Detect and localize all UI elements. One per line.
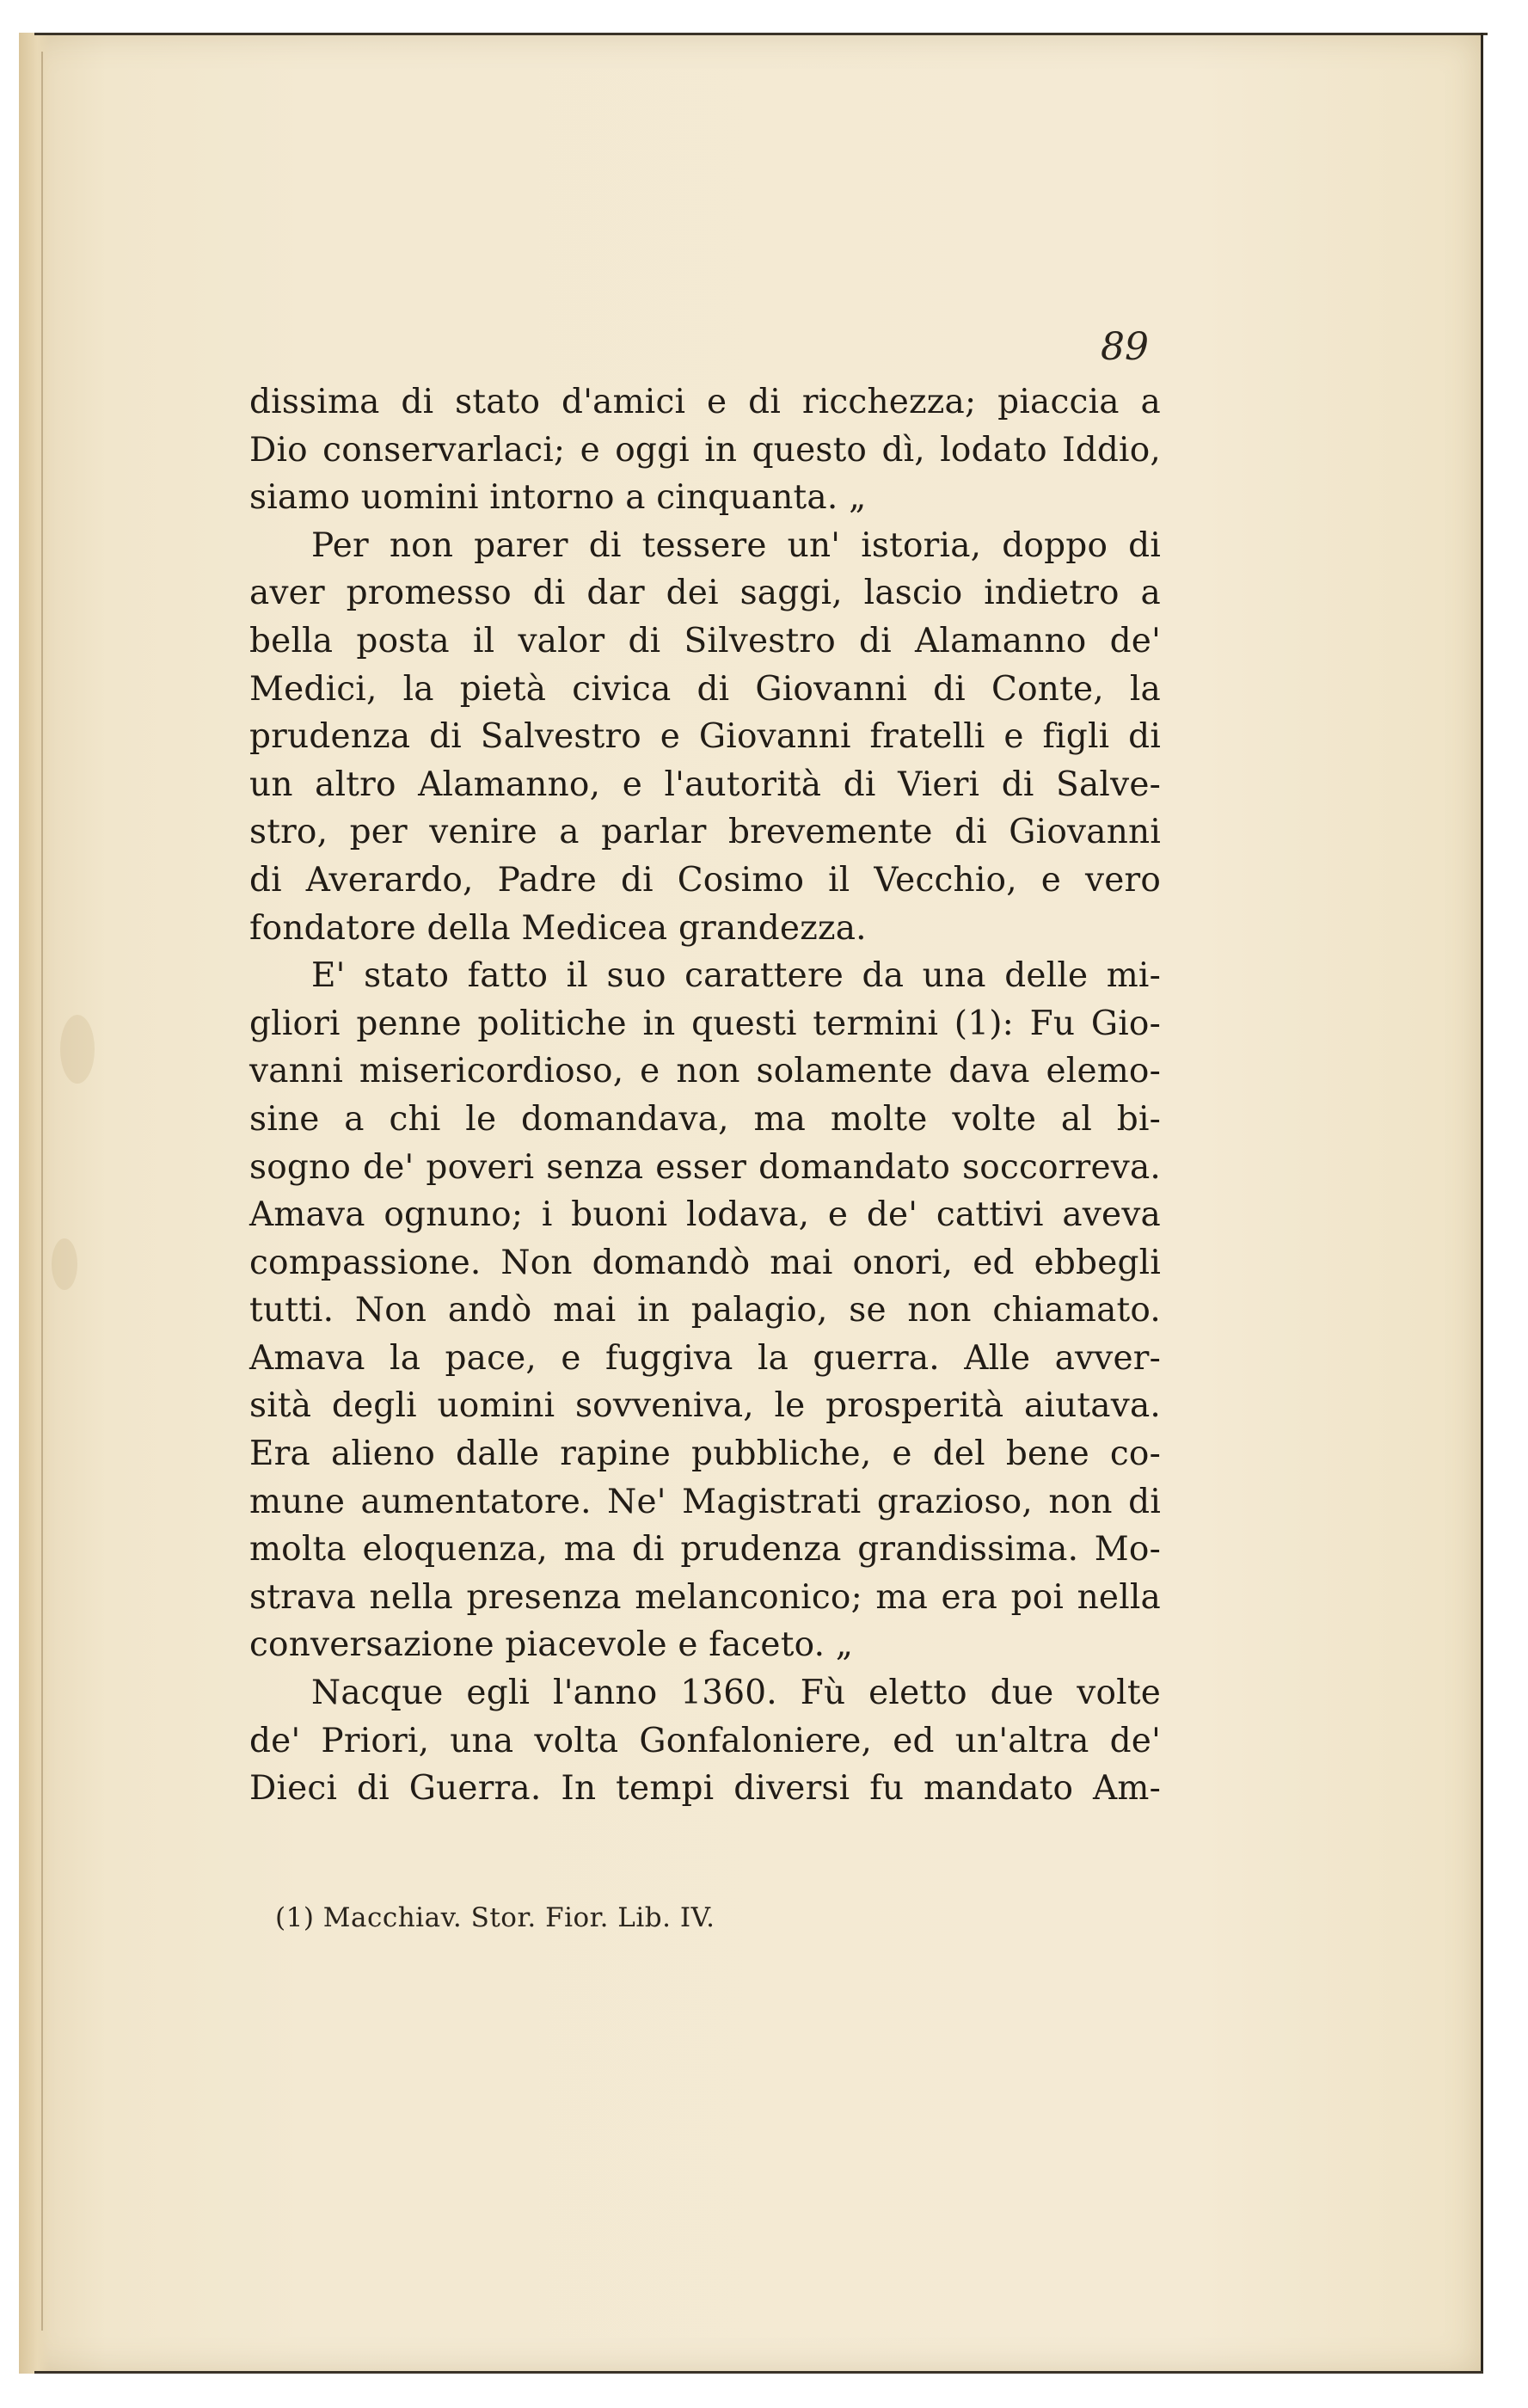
text-line: Nacque egli l'anno 1360. Fù eletto due volte xyxy=(311,1674,1161,1713)
text-line: Medici, la pietà civica di Giovanni di Conte, la xyxy=(249,669,1161,709)
paper-stain xyxy=(52,1238,77,1290)
scan-border-top xyxy=(34,33,1488,35)
text-line: strava nella presenza melanconico; ma era poi nella xyxy=(249,1577,1161,1617)
text-line: vanni misericordioso, e non solamente dava elemo- xyxy=(249,1052,1161,1091)
text-line: sità degli uomini sovveniva, le prosperità aiutava. xyxy=(249,1386,1161,1426)
page-number: 89 xyxy=(1101,325,1149,369)
text-line: stro, per venire a parlar brevemente di Giovanni xyxy=(249,813,1161,852)
footnote: (1) Macchiav. Stor. Fior. Lib. IV. xyxy=(275,1902,715,1933)
paper-left-edge xyxy=(19,33,50,2374)
text-line: mune aumentatore. Ne' Magistrati grazioso, non di xyxy=(249,1482,1161,1521)
text-line: Amava la pace, e fuggiva la guerra. Alle avver- xyxy=(249,1338,1161,1378)
text-line: dissima di stato d'amici e di ricchezza; piaccia a xyxy=(249,383,1161,421)
text-line: Dieci di Guerra. In tempi diversi fu mandato Am- xyxy=(249,1769,1161,1809)
text-line: de' Priori, una volta Gonfaloniere, ed un'altra de' xyxy=(249,1721,1161,1760)
paper-stain xyxy=(60,1015,95,1084)
scan-border-right xyxy=(1481,33,1483,2374)
text-line: prudenza di Salvestro e Giovanni fratelli e figli di xyxy=(249,717,1161,757)
text-line: sogno de' poveri senza esser domandato soccorreva. xyxy=(249,1147,1161,1187)
text-line: molta eloquenza, ma di prudenza grandissima. Mo- xyxy=(249,1530,1161,1570)
text-line: Era alieno dalle rapine pubbliche, e del bene co- xyxy=(249,1434,1161,1474)
text-line: siamo uomini intorno a cinquanta. „ xyxy=(249,478,867,518)
text-line: Per non parer di tessere un' istoria, doppo di xyxy=(311,525,1161,565)
text-line: aver promesso di dar dei saggi, lascio indietro a xyxy=(249,574,1161,613)
paper-fold-line xyxy=(41,52,43,2331)
text-line: sine a chi le domandava, ma molte volte al bi- xyxy=(249,1099,1161,1139)
text-line: Dio conservarlaci; e oggi in questo dì, lodato Iddio, xyxy=(249,430,1161,470)
text-line: conversazione piacevole e faceto. „ xyxy=(249,1625,854,1665)
body-text xyxy=(249,378,1161,1813)
scan-border-bottom xyxy=(34,2371,1483,2374)
text-line: Amava ognuno; i buoni lodava, e de' cattivi aveva xyxy=(249,1195,1161,1235)
text-line: fondatore della Medicea grandezza. xyxy=(249,908,867,948)
text-line: E' stato fatto il suo carattere da una delle mi- xyxy=(311,956,1161,996)
text-line: bella posta il valor di Silvestro di Alamanno de' xyxy=(249,621,1161,660)
text-line: gliori penne politiche in questi termini (1): Fu Gio- xyxy=(249,1004,1161,1043)
text-line: di Averardo, Padre di Cosimo il Vecchio, e vero xyxy=(249,860,1161,900)
text-line: tutti. Non andò mai in palagio, se non chiamato. xyxy=(249,1291,1161,1330)
text-line: un altro Alamanno, e l'autorità di Vieri di Salve- xyxy=(249,765,1161,804)
text-line: compassione. Non domandò mai onori, ed ebbegli xyxy=(249,1243,1161,1282)
